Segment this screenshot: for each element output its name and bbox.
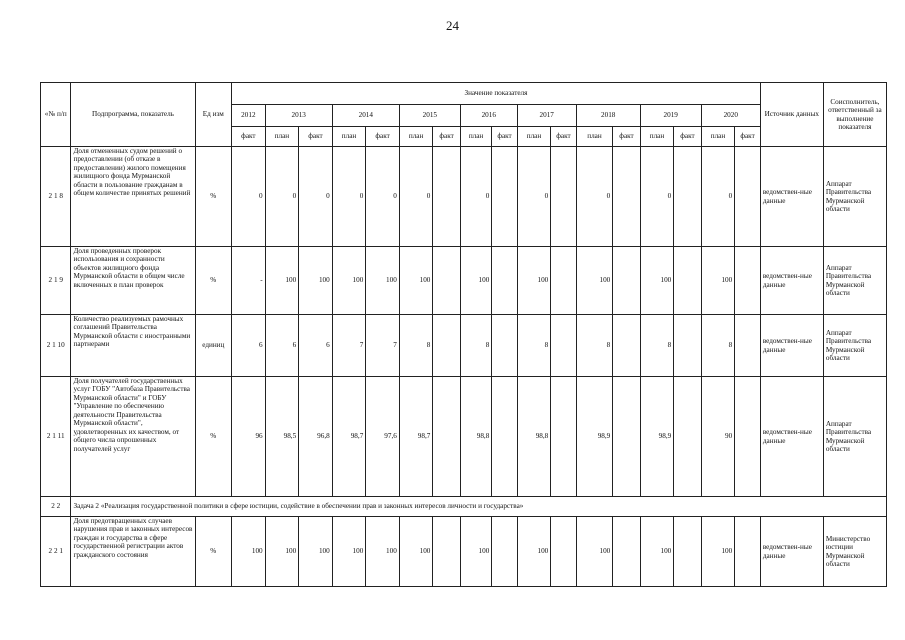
header-num: «№ п/п — [41, 83, 71, 147]
value-cell: 100 — [640, 247, 674, 315]
value-cell — [613, 147, 640, 247]
value-cell — [735, 247, 761, 315]
value-cell: 96,8 — [299, 377, 333, 497]
header-unit: Ед изм — [195, 83, 232, 147]
value-cell — [433, 315, 460, 377]
fact-2018: факт — [613, 127, 640, 147]
value-cell — [492, 315, 517, 377]
table-row — [41, 147, 887, 247]
value-cell: 100 — [460, 517, 492, 587]
value-cell: 100 — [265, 517, 299, 587]
value-cell — [613, 517, 640, 587]
value-cell — [735, 377, 761, 497]
value-cell — [433, 147, 460, 247]
year-2020: 2020 — [701, 105, 760, 127]
row-name: Доля предотвращенных случаев нарушения прав и законных интересов граждан и государства в сфере государственной регистрации актов гражданского состояния — [71, 517, 195, 587]
row-num: 2 2 1 — [41, 517, 71, 587]
row-unit: % — [195, 517, 232, 587]
task-num: 2 2 — [41, 497, 71, 517]
fact-2019: факт — [674, 127, 701, 147]
row-num: 2 1 11 — [41, 377, 71, 497]
value-cell: 100 — [265, 247, 299, 315]
row-num: 2 1 10 — [41, 315, 71, 377]
year-2013: 2013 — [265, 105, 332, 127]
value-cell: 100 — [576, 247, 613, 315]
value-cell — [433, 247, 460, 315]
value-cell: 100 — [460, 247, 492, 315]
fact-2017: факт — [551, 127, 576, 147]
plan-2019: план — [640, 127, 674, 147]
row-source: ведомствен-ные данные — [760, 517, 823, 587]
value-cell: 98,9 — [640, 377, 674, 497]
value-cell: 100 — [299, 517, 333, 587]
value-cell: 0 — [265, 147, 299, 247]
value-cell — [674, 315, 701, 377]
year-2016: 2016 — [460, 105, 517, 127]
table-row — [41, 377, 887, 497]
value-cell: 97,6 — [366, 377, 400, 497]
value-cell: 7 — [332, 315, 366, 377]
value-cell: 100 — [299, 247, 333, 315]
value-cell: 6 — [299, 315, 333, 377]
value-cell — [492, 517, 517, 587]
value-cell — [492, 147, 517, 247]
row-responsible: Аппарат Правительства Мурманской области — [823, 377, 886, 497]
row-name: Доля отмененных судом решений о предоставлении (об отказе в предоставлении) жилого помещения жилищного фонда Мурманской области в пользование гражданам в общем количестве принятых решений — [71, 147, 195, 247]
value-cell: 100 — [701, 247, 735, 315]
table-row — [41, 517, 887, 587]
value-cell — [492, 247, 517, 315]
page-number: 24 — [446, 18, 459, 33]
value-cell — [674, 147, 701, 247]
value-cell: 7 — [366, 315, 400, 377]
value-cell: 8 — [399, 315, 433, 377]
plan-2018: план — [576, 127, 613, 147]
task-title: Задача 2 «Реализация государственной политики в сфере юстиции, содействие в обеспечении прав и законных интересов личности и государства» — [71, 497, 887, 517]
task-row — [41, 497, 887, 517]
row-name: Доля проведенных проверок использования и сохранности объектов жилищного фонда Мурманской области в общем числе включенных в план проверок — [71, 247, 195, 315]
value-cell: 98,8 — [517, 377, 551, 497]
value-cell: 100 — [640, 517, 674, 587]
value-cell — [551, 377, 576, 497]
year-2012: 2012 — [232, 105, 266, 127]
value-cell: 98,7 — [332, 377, 366, 497]
year-2019: 2019 — [640, 105, 701, 127]
value-cell: 100 — [332, 247, 366, 315]
value-cell — [735, 315, 761, 377]
header-name: Подпрограмма, показатель — [71, 83, 195, 147]
value-cell: 100 — [232, 517, 266, 587]
row-responsible: Аппарат Правительства Мурманской области — [823, 247, 886, 315]
fact-2012: факт — [232, 127, 266, 147]
value-cell — [674, 517, 701, 587]
row-name: Количество реализуемых рамочных соглашений Правительства Мурманской области с иностранными партнерами — [71, 315, 195, 377]
value-cell — [551, 517, 576, 587]
header-responsible: Соисполнитель, ответственный за выполнение показателя — [823, 83, 886, 147]
plan-2020: план — [701, 127, 735, 147]
value-cell: 98,7 — [399, 377, 433, 497]
value-cell: 100 — [517, 247, 551, 315]
fact-2013: факт — [299, 127, 333, 147]
value-cell — [551, 247, 576, 315]
value-cell — [551, 147, 576, 247]
fact-2016: факт — [492, 127, 517, 147]
value-cell — [433, 517, 460, 587]
year-2015: 2015 — [399, 105, 460, 127]
year-2017: 2017 — [517, 105, 576, 127]
plan-2017: план — [517, 127, 551, 147]
value-cell: 0 — [640, 147, 674, 247]
year-2018: 2018 — [576, 105, 640, 127]
value-cell — [433, 377, 460, 497]
fact-2020: факт — [735, 127, 761, 147]
value-cell: 96 — [232, 377, 266, 497]
row-source: ведомствен-ные данные — [760, 147, 823, 247]
value-cell: 8 — [576, 315, 613, 377]
row-num: 2 1 9 — [41, 247, 71, 315]
value-cell — [674, 377, 701, 497]
value-cell: 100 — [701, 517, 735, 587]
value-cell: 100 — [576, 517, 613, 587]
row-source: ведомствен-ные данные — [760, 377, 823, 497]
value-cell: 6 — [232, 315, 266, 377]
value-cell: - — [232, 247, 266, 315]
value-cell: 100 — [399, 517, 433, 587]
value-cell: 0 — [366, 147, 400, 247]
row-unit: % — [195, 147, 232, 247]
value-cell — [674, 247, 701, 315]
row-responsible: Аппарат Правительства Мурманской области — [823, 315, 886, 377]
value-cell: 0 — [701, 147, 735, 247]
value-cell — [613, 247, 640, 315]
value-cell — [613, 377, 640, 497]
value-cell — [735, 147, 761, 247]
value-cell: 0 — [299, 147, 333, 247]
value-cell — [735, 517, 761, 587]
value-cell: 0 — [517, 147, 551, 247]
value-cell — [492, 377, 517, 497]
table-row — [41, 247, 887, 315]
value-cell: 6 — [265, 315, 299, 377]
year-2014: 2014 — [332, 105, 399, 127]
plan-2014: план — [332, 127, 366, 147]
row-source: ведомствен-ные данные — [760, 315, 823, 377]
plan-2016: план — [460, 127, 492, 147]
value-cell: 0 — [332, 147, 366, 247]
value-cell — [613, 315, 640, 377]
table-row — [41, 315, 887, 377]
plan-2015: план — [399, 127, 433, 147]
value-cell: 8 — [517, 315, 551, 377]
row-source: ведомствен-ные данные — [760, 247, 823, 315]
row-num: 2 1 8 — [41, 147, 71, 247]
header-source: Источник данных — [760, 83, 823, 147]
indicators-table — [40, 82, 887, 587]
value-cell: 8 — [701, 315, 735, 377]
row-unit: % — [195, 377, 232, 497]
value-cell: 100 — [366, 247, 400, 315]
value-cell: 0 — [232, 147, 266, 247]
fact-2015: факт — [433, 127, 460, 147]
row-name: Доля получателей государственных услуг ГОБУ "Автобаза Правительства Мурманской области" и ГОБУ "Управление по обеспечению деятельности Правительства Мурманской области", удовлетворенных их качеством, от общего числа опрошенных получателей услуг — [71, 377, 195, 497]
value-cell: 100 — [517, 517, 551, 587]
row-unit: единиц — [195, 315, 232, 377]
row-responsible: Аппарат Правительства Мурманской области — [823, 147, 886, 247]
value-cell: 0 — [399, 147, 433, 247]
value-cell: 98,9 — [576, 377, 613, 497]
value-cell: 90 — [701, 377, 735, 497]
row-responsible: Министерство юстиции Мурманской области — [823, 517, 886, 587]
value-cell: 100 — [399, 247, 433, 315]
plan-2013: план — [265, 127, 299, 147]
value-cell: 8 — [640, 315, 674, 377]
header-values-title: Значение показателя — [232, 83, 761, 105]
value-cell: 8 — [460, 315, 492, 377]
fact-2014: факт — [366, 127, 400, 147]
value-cell: 0 — [460, 147, 492, 247]
value-cell: 0 — [576, 147, 613, 247]
value-cell: 98,5 — [265, 377, 299, 497]
value-cell: 100 — [366, 517, 400, 587]
value-cell — [551, 315, 576, 377]
value-cell: 98,8 — [460, 377, 492, 497]
row-unit: % — [195, 247, 232, 315]
value-cell: 100 — [332, 517, 366, 587]
